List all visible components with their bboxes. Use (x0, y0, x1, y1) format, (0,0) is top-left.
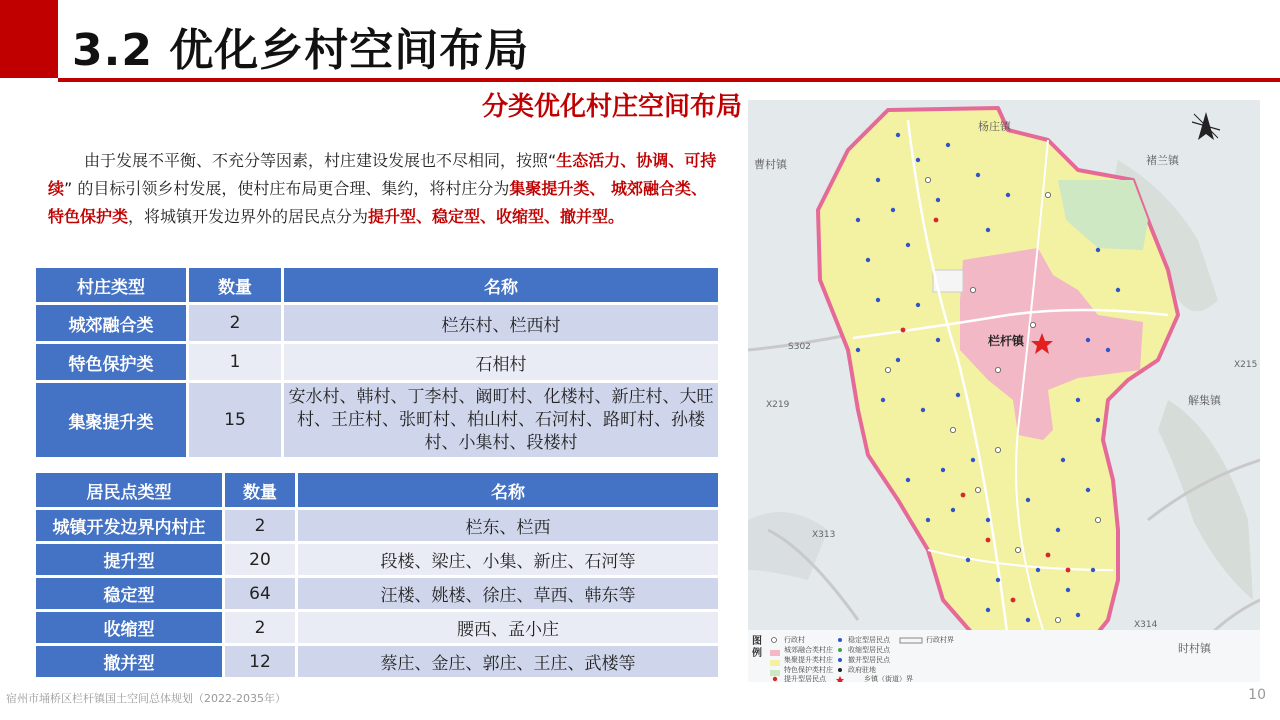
intro-highlight-1: 生态活力、协调、可持续 (48, 151, 717, 198)
map-road-label: X219 (766, 400, 790, 410)
table-row (36, 646, 718, 677)
row-type: 稳定型 (36, 578, 222, 609)
table-row (36, 510, 718, 541)
title-accent-block (0, 0, 58, 78)
footer-text: 宿州市埇桥区栏杆镇国土空间总体规划（2022-2035年） (6, 692, 286, 705)
table-row (36, 578, 718, 609)
legend-item: 行政村 (784, 636, 805, 644)
table-row (36, 383, 718, 457)
village-type-table (33, 265, 721, 460)
row-names: 栏东村、栏西村 (284, 305, 718, 341)
map-svg (748, 100, 1260, 682)
row-names: 安水村、韩村、丁李村、阚町村、化楼村、新庄村、大旺村、王庄村、张町村、柏山村、石河村、路町村、孙楼村、小集村、段楼村 (284, 383, 718, 457)
map-road-label: S302 (788, 342, 811, 352)
title-underline (58, 78, 1280, 82)
row-names: 汪楼、姚楼、徐庄、草西、韩东等 (298, 578, 718, 609)
row-count: 20 (225, 544, 295, 575)
table-header-row (36, 473, 718, 507)
row-count: 64 (225, 578, 295, 609)
intro-highlight-3: 提升型、稳定型、收缩型、撤并型。 (368, 207, 625, 226)
row-type: 撤并型 (36, 646, 222, 677)
row-type: 提升型 (36, 544, 222, 575)
section-subtitle: 分类优化村庄空间布局 (482, 92, 743, 122)
map-town-label: 解集镇 (1188, 394, 1221, 407)
row-type: 城郊融合类 (36, 305, 186, 341)
settlement-type-table (33, 470, 721, 680)
legend-item: 收缩型居民点 (848, 646, 890, 654)
map-town-label: 杨庄镇 (978, 120, 1011, 133)
row-count: 12 (225, 646, 295, 677)
map-center-label: 栏杆镇 (988, 334, 1025, 348)
row-type: 特色保护类 (36, 344, 186, 380)
row-count: 2 (225, 612, 295, 643)
legend-title: 图例 (752, 636, 762, 659)
row-names: 栏东、栏西 (298, 510, 718, 541)
row-names: 石相村 (284, 344, 718, 380)
page-number: 10 (1248, 687, 1266, 703)
col-settlement-type: 居民点类型 (36, 473, 222, 507)
row-type: 集聚提升类 (36, 383, 186, 457)
intro-text-1: 由于发展不平衡、不充分等因素，村庄建设发展也不尽相同，按照“ (84, 151, 557, 170)
col-names: 名称 (298, 473, 718, 507)
legend-item: 城郊融合类村庄 (784, 646, 833, 654)
legend-item: 政府驻地 (848, 666, 876, 674)
legend-item: 提升型居民点 (784, 675, 826, 682)
row-count: 15 (189, 383, 281, 457)
table-row (36, 612, 718, 643)
map-town-label: 时村镇 (1178, 642, 1211, 655)
legend-item: 集聚提升类村庄 (784, 656, 833, 664)
table-header-row (36, 268, 718, 302)
col-names: 名称 (284, 268, 718, 302)
map-road-label: X215 (1234, 360, 1258, 370)
row-type: 收缩型 (36, 612, 222, 643)
row-names: 段楼、梁庄、小集、新庄、石河等 (298, 544, 718, 575)
legend-item: 撤并型居民点 (848, 656, 890, 664)
legend-item: 稳定型居民点 (848, 636, 890, 644)
row-count: 2 (225, 510, 295, 541)
intro-paragraph (48, 147, 718, 231)
col-village-type: 村庄类型 (36, 268, 186, 302)
map-town-label: 曹村镇 (754, 158, 787, 171)
row-names: 腰西、孟小庄 (298, 612, 718, 643)
row-count: 2 (189, 305, 281, 341)
row-count: 1 (189, 344, 281, 380)
map-road-label: X313 (812, 530, 836, 540)
legend-item: 特色保护类村庄 (784, 666, 833, 674)
map-road-label: X314 (1134, 620, 1158, 630)
village-layout-map (748, 100, 1260, 682)
page-title: 3.2 优化乡村空间布局 (72, 25, 530, 76)
intro-highlight-2: 集聚提升类、 城郊融合类、特色保护类 (48, 179, 707, 226)
row-names: 蔡庄、金庄、郭庄、王庄、武楼等 (298, 646, 718, 677)
row-type: 城镇开发边界内村庄 (36, 510, 222, 541)
intro-text-2: ” 的目标引领乡村发展，使村庄布局更合理、集约，将村庄分为 (64, 179, 510, 198)
intro-text-3: ，将城镇开发边界外的居民点分为 (128, 207, 369, 226)
col-count: 数量 (225, 473, 295, 507)
col-count: 数量 (189, 268, 281, 302)
map-town-label: 褚兰镇 (1146, 154, 1179, 167)
legend-item: 乡镇（街道）界 (864, 675, 913, 682)
legend-item: 行政村界 (926, 636, 954, 644)
table-row (36, 344, 718, 380)
table-row (36, 544, 718, 575)
table-row (36, 305, 718, 341)
